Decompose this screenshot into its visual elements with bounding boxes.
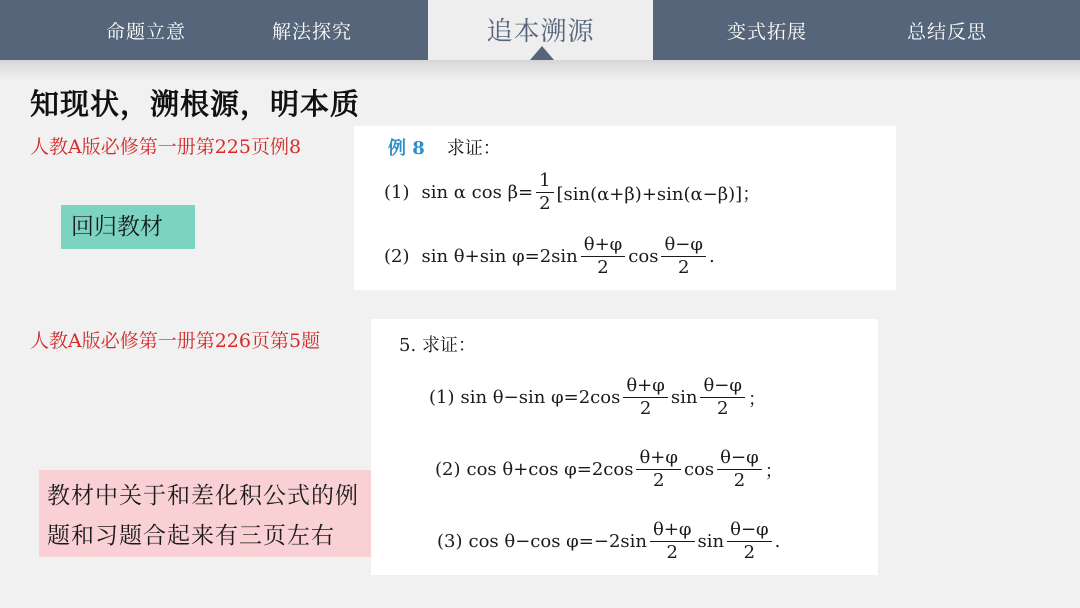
formula-lhs: sin α cos β= xyxy=(421,182,534,203)
fraction-diff xyxy=(700,375,745,420)
fraction-denominator: 2 xyxy=(733,470,746,491)
formula-mid: cos xyxy=(628,246,659,267)
example8-prompt: 求证： xyxy=(446,138,501,159)
summary-note-line1: 教材中关于和差化积公式的例 xyxy=(47,483,359,509)
part-index: (2) xyxy=(384,246,410,267)
summary-note-line2: 题和习题合起来有三页左右 xyxy=(47,523,335,549)
fraction-denominator: 2 xyxy=(539,193,551,214)
nav-shadow xyxy=(0,60,1080,80)
exercise5-part1 xyxy=(429,375,766,420)
fraction-denominator: 2 xyxy=(666,542,678,563)
fraction-half xyxy=(536,170,553,215)
formula-lhs: cos θ+cos φ=2cos xyxy=(466,459,634,480)
fraction-diff xyxy=(661,234,706,279)
fraction-numerator: θ−φ xyxy=(661,234,706,257)
example8-header xyxy=(388,134,501,160)
summary-note xyxy=(39,470,411,557)
formula-end: ； xyxy=(748,388,766,410)
example8-card xyxy=(354,126,896,290)
fraction-numerator: θ+φ xyxy=(623,375,668,398)
exercise5-title: 5. 求证： xyxy=(399,335,476,356)
fraction-denominator: 2 xyxy=(743,542,756,563)
fraction-numerator: θ−φ xyxy=(717,447,762,470)
tab-variation-extension[interactable]: 变式拓展 xyxy=(727,21,808,43)
fraction-sum xyxy=(581,234,626,279)
part-index: (3) xyxy=(437,531,463,552)
active-tab-caret xyxy=(530,46,554,60)
page-heading: 知现状，溯根源，明本质 xyxy=(30,87,361,121)
fraction-denominator: 2 xyxy=(597,257,609,278)
formula-end: ； xyxy=(764,460,783,482)
formula-end: . xyxy=(708,246,715,267)
formula-mid: sin xyxy=(670,387,698,408)
formula-mid: cos xyxy=(684,459,715,480)
fraction-numerator: θ+φ xyxy=(636,447,681,470)
fraction-diff xyxy=(717,447,762,492)
fraction-numerator: θ+φ xyxy=(650,519,695,542)
fraction-denominator: 2 xyxy=(653,470,665,491)
exercise5-card xyxy=(371,319,878,575)
fraction-numerator: 1 xyxy=(536,170,553,193)
fraction-numerator: θ−φ xyxy=(727,519,772,542)
source-label-exercise5: 人教A版必修第一册第226页第5题 xyxy=(30,330,321,352)
formula-end: . xyxy=(774,531,781,552)
example8-part2 xyxy=(384,234,715,279)
formula-rhs: [sin(α+β)+sin(α−β)]； xyxy=(556,183,761,205)
tab-solution-exploration[interactable]: 解法探究 xyxy=(272,21,353,43)
tab-trace-source-active[interactable]: 追本溯源 xyxy=(428,0,653,60)
fraction-numerator: θ+φ xyxy=(581,234,626,257)
exercise5-part2 xyxy=(435,447,783,492)
part-index: (1) xyxy=(429,387,455,408)
source-label-example8: 人教A版必修第一册第225页例8 xyxy=(30,136,302,158)
fraction-sum xyxy=(623,375,668,420)
fraction-denominator: 2 xyxy=(717,398,729,419)
formula-mid: sin xyxy=(697,531,725,552)
fraction-denominator: 2 xyxy=(639,398,652,419)
formula-lhs: sin θ+sin φ=2sin xyxy=(421,246,578,267)
top-nav-bar xyxy=(0,0,1080,60)
tab-summary-reflection[interactable]: 总结反思 xyxy=(907,21,988,43)
fraction-sum xyxy=(636,447,681,492)
part-index: (2) xyxy=(435,459,461,480)
fraction-sum xyxy=(650,519,695,564)
example8-label: 例 8 xyxy=(388,138,425,159)
fraction-denominator: 2 xyxy=(677,257,690,278)
fraction-diff xyxy=(727,519,772,564)
fraction-numerator: θ−φ xyxy=(700,375,745,398)
part-index: (1) xyxy=(384,182,410,203)
formula-lhs: sin θ−sin φ=2cos xyxy=(460,387,621,408)
back-to-textbook-tag: 回归教材 xyxy=(61,205,195,249)
formula-lhs: cos θ−cos φ=−2sin xyxy=(468,531,647,552)
exercise5-part3 xyxy=(437,519,780,564)
tab-proposition[interactable]: 命题立意 xyxy=(106,21,187,43)
example8-part1 xyxy=(384,170,760,215)
